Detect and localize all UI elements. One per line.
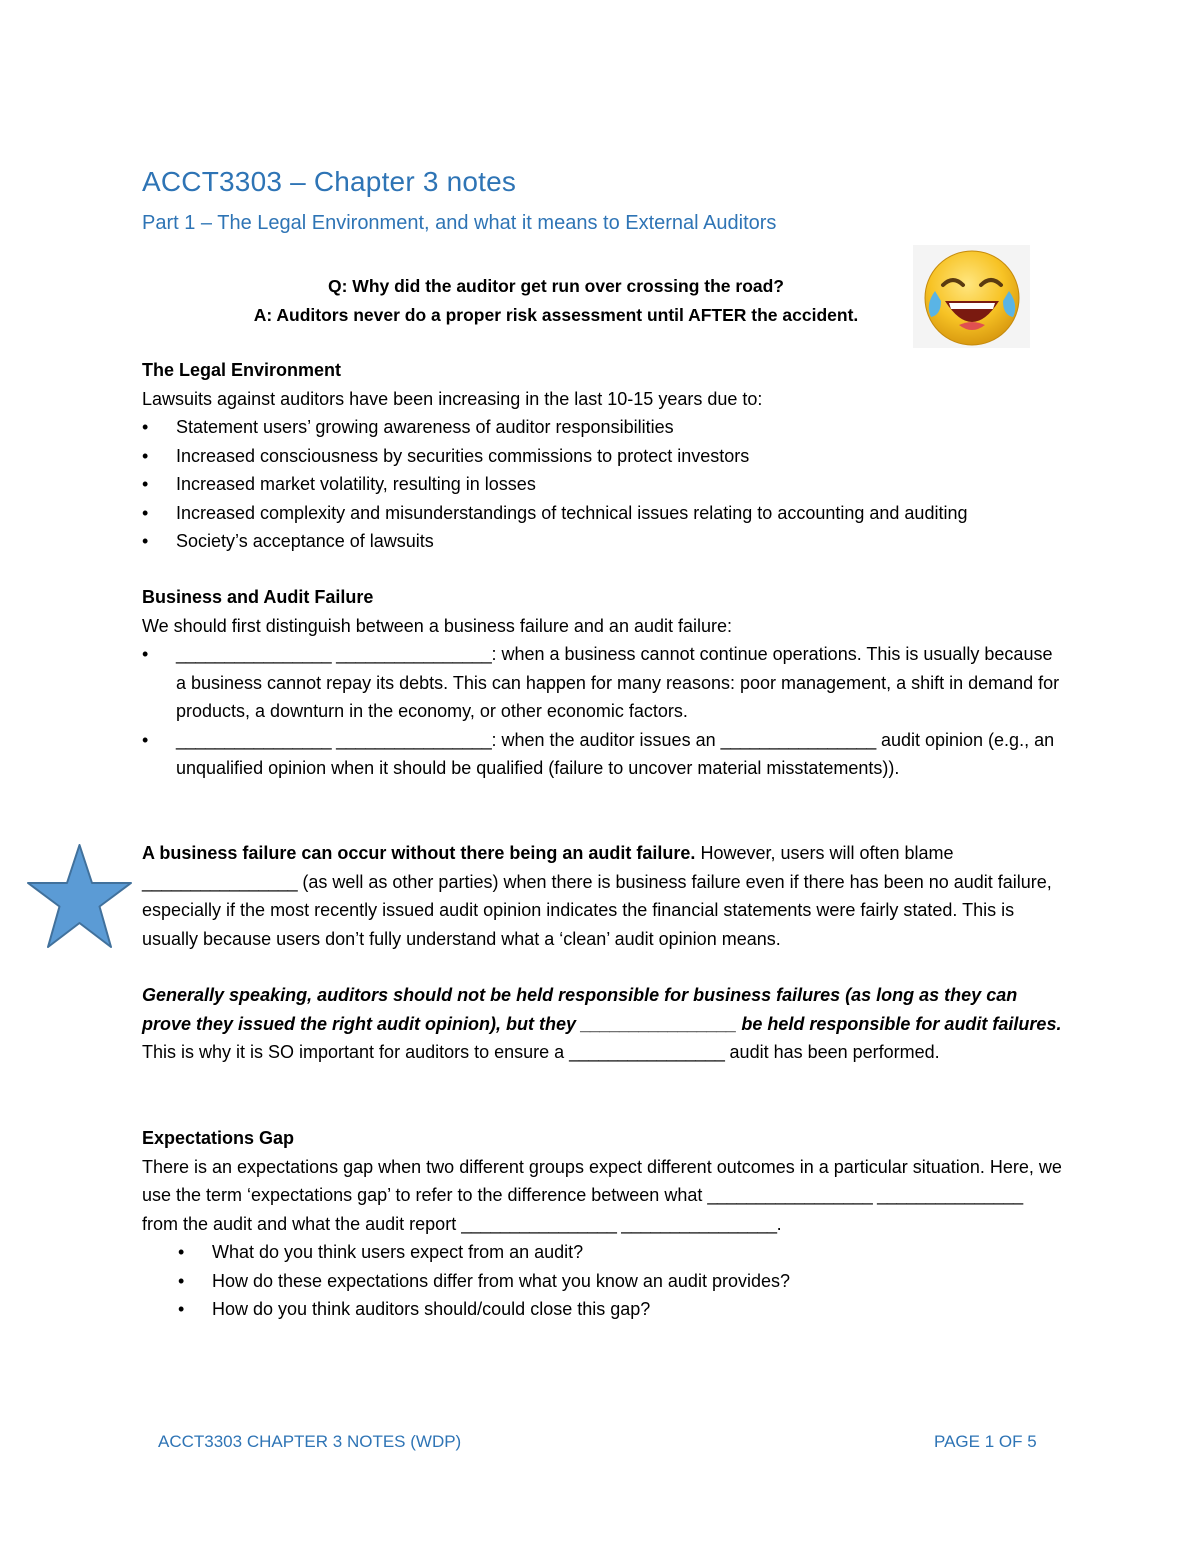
laughing-emoji-icon (913, 245, 1030, 348)
bullet-text: : when the auditor issues an (491, 729, 721, 750)
list-item: • How do you think auditors should/could close this gap? (178, 1295, 1062, 1324)
paragraph-text: There is an expectations gap when two different groups expect different outcomes in a particular situation. Here, we use the term ‘expectations gap’ to refer to the difference between what (142, 1156, 1062, 1205)
joke-question: Q: Why did the auditor get run over crossing the road? (328, 276, 784, 296)
list-item: • Increased consciousness by securities commissions to protect investors (142, 442, 1062, 471)
footer-title: ACCT3303 CHAPTER 3 NOTES (WDP) (158, 1432, 462, 1451)
list-item: • What do you think users expect from an audit? (178, 1238, 1062, 1267)
expectations-gap-questions (142, 1238, 1062, 1324)
failure-heading: Business and Audit Failure (142, 587, 374, 607)
fill-blank: ________________ (142, 871, 298, 892)
list-item: • Increased complexity and misunderstandings of technical issues relating to accounting and auditing (142, 499, 1062, 528)
failure-list (142, 640, 1062, 783)
bullet-text: : when a business cannot continue operations. This is usually because a business cannot repay its debts. This can happen for many reasons: poor management, a shift in demand for products, a downturn in the economy, or other economic factors. (176, 644, 1060, 721)
legal-environment-intro: Lawsuits against auditors have been increasing in the last 10-15 years due to: (142, 388, 763, 409)
list-item (142, 726, 1062, 783)
expectations-gap-section (142, 1124, 1062, 1324)
paragraph-text: from the audit and what the audit report (142, 1213, 462, 1234)
legal-environment-section (142, 356, 1062, 556)
fill-blank: ________________ ________________ (176, 729, 492, 750)
expectations-gap-heading: Expectations Gap (142, 1128, 295, 1148)
failure-intro: We should first distinguish between a business failure and an audit failure: (142, 615, 733, 636)
generally-paragraph (142, 981, 1062, 1067)
legal-environment-list (142, 413, 1062, 556)
joke-block (142, 272, 970, 330)
list-item: • Statement users’ growing awareness of auditor responsibilities (142, 413, 1062, 442)
paragraph-text: . (776, 1213, 782, 1234)
fill-blank: ________________ (569, 1042, 725, 1062)
failure-section (142, 583, 1062, 783)
legal-environment-heading: The Legal Environment (142, 360, 342, 380)
fill-blank: _________________ _______________ (707, 1185, 1023, 1205)
bullet-text: audit opinion (e.g., an unqualified opinion when it should be qualified (failure to uncover material misstatements)). (176, 729, 1055, 778)
star-icon (26, 843, 133, 951)
paragraph-text: However, users will often blame (695, 843, 954, 863)
list-item: • Society’s acceptance of lawsuits (142, 527, 1062, 556)
list-item (142, 640, 1062, 726)
fill-blank: ________________ (581, 1013, 737, 1034)
fill-blank: ________________ ________________ (461, 1213, 777, 1234)
paragraph-text: audit has been performed. (724, 1042, 940, 1062)
paragraph-text: This is why it is SO important for auditors to ensure a (142, 1042, 570, 1062)
footer-page-number: PAGE 1 OF 5 (934, 1432, 1037, 1451)
list-item: • How do these expectations differ from what you know an audit provides? (178, 1267, 1062, 1296)
page-subtitle: Part 1 – The Legal Environment, and what it means to External Auditors (142, 212, 777, 234)
paragraph-text: (as well as other parties) when there is business failure even if there has been no audit failure, especially if the most recently issued audit opinion indicates the financial statements were fairly stated. This is usually because users don’t fully understand what a ‘clean’ audit opinion means. (142, 871, 1052, 949)
business-failure-paragraph (142, 839, 1062, 953)
fill-blank: ________________ (720, 729, 876, 750)
fill-blank: ________________ ________________ (176, 644, 492, 664)
list-item: • Increased market volatility, resulting in losses (142, 470, 1062, 499)
bold-italic-text: Generally speaking, auditors should not be held responsible for business failures (as long as they can prove they issued the right audit opinion), but they (142, 985, 1018, 1034)
bold-statement: A business failure can occur without there being an audit failure. (142, 843, 696, 863)
bold-italic-text: be held responsible for audit failures. (736, 1013, 1062, 1034)
page-title: ACCT3303 – Chapter 3 notes (142, 166, 517, 197)
joke-answer: A: Auditors never do a proper risk assessment until AFTER the accident. (253, 305, 859, 325)
